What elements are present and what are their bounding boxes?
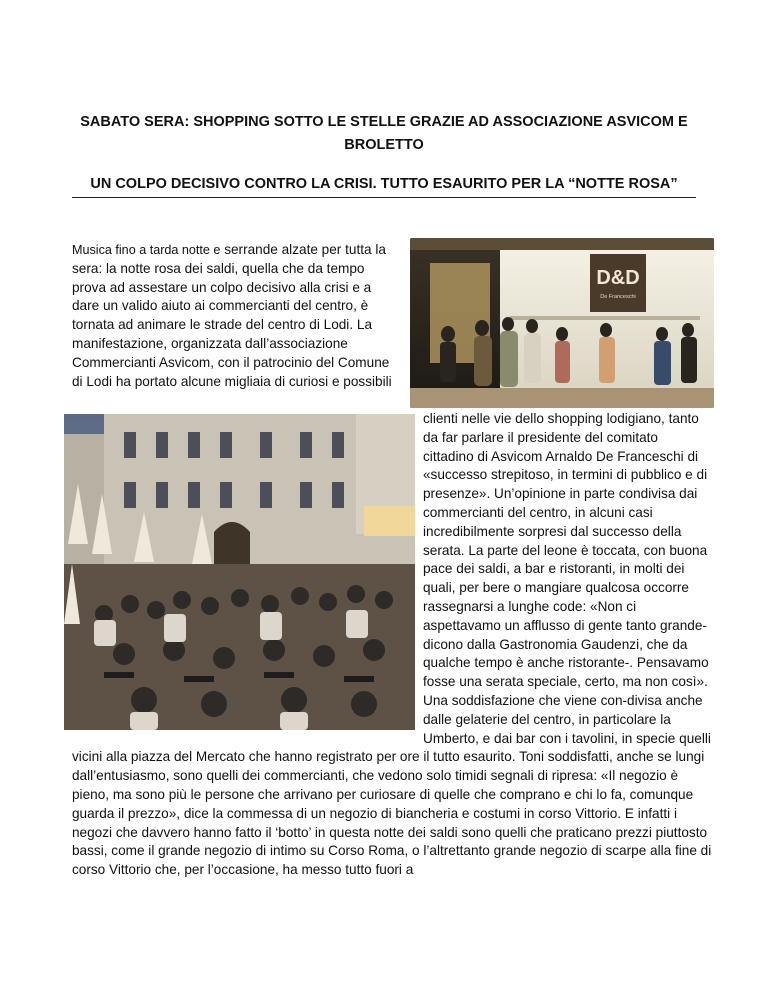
shop-sign-sub: De Franceschi <box>600 294 636 300</box>
shop-sign-logo: D&D <box>596 267 640 289</box>
subheadline: UN COLPO DECISIVO CONTRO LA CRISI. TUTTO ESAURITO PER LA “NOTTE ROSA” <box>72 173 696 198</box>
piazza-cafe-photo <box>64 414 415 730</box>
headline: SABATO SERA: SHOPPING SOTTO LE STELLE GRAZIE AD ASSOCIAZIONE ASVICOM E BROLETTO <box>80 114 688 153</box>
article-text: serrande alzate per tutta la sera: la notte rosa dei saldi, quella che da tempo prova ad assestare un colpo decisivo alla crisi e a dare un valido aiuto ai commercianti del centro, è tornata ad animare le strade del centro di Lodi. La manifestazione, organizzata dall’associazione Commercianti Asvicom, con il patrocinio del Comune di Lodi ha portato alcune migliaia di curiosi e possibili clienti nelle vie dello shopping lodigiano, tanto da far parlare il presidente del comitato cittadino di Asvicom Arnaldo De Franceschi di «successo strepitoso, in termini di pubblico e di presenze». Un’opinione in parte condivisa dai commercianti del centro, in alcuni casi incredibilmente sorpresi dal successo della serata. La parte del leone è toccata, con buona pace dei saldi, a bar e ristoranti, in molti dei quali, per bere o mangiare qualcosa occorre rassegnarsi a lunghe code: «Non ci aspettavamo un afflusso di gente tanto grande- dicono dalla Gastronomia Gaudenzi, che da qualche tempo è anche ristorante-. Pensavamo fosse una serata speciale, certo, ma non così». Una soddisfazione che viene con-divisa anche dalle gelaterie del centro, in particolare la Umberto, e dai bar con i tavolini, in specie quelli vicini alla piazza del Mercato che hanno registrato per ore il tutto esaurito. Toni soddisfatti, anche se lungi dall’entusiasmo, sono quelli dei commercianti, che vedono solo timidi segnali di ripresa: «Il negozio è pieno, ma sono più le persone che arrivano per curiosare di quelle che comprano e chi lo fa, comunque guarda il prezzo», dice la commessa di un negozio di biancheria e costumi in corso Vittorio. E infatti i negozi che davvero hanno fatto il ‘botto’ in questa notte dei saldi sono quelli che praticano prezzi piuttosto bassi, come il grande negozio di intimo su Corso Roma, o l’altrettanto grande negozio di scarpe alla fine di corso Vittorio che, per l’occasione, ha messo tutto fuori a <box>72 242 712 878</box>
shop-night-photo <box>410 238 714 408</box>
article-body <box>72 241 712 880</box>
article-lead: Musica fino a tarda notte e <box>72 243 221 257</box>
